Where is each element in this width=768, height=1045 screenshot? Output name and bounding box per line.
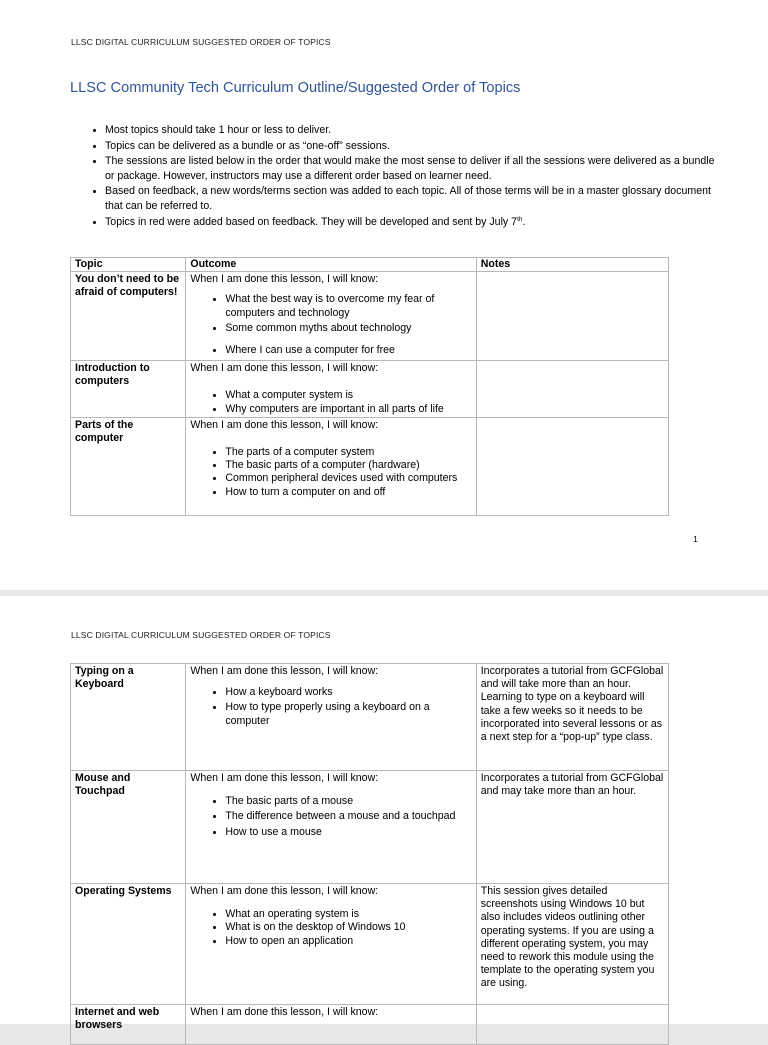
list-item: • Where I can use a computer for free	[225, 344, 471, 357]
list-item: • Topics can be delivered as a bundle or as “one-off” sessions.	[105, 139, 715, 154]
running-header: LLSC DIGITAL CURRICULUM SUGGESTED ORDER OF TOPICS	[71, 37, 331, 47]
column-header-outcome: Outcome	[186, 258, 476, 272]
notes-cell: This session gives detailed screenshots using Windows 10 but also includes videos outlining other operating systems. If you are using a different operating system, you may need to rework this module using the template to the operating system you are using.	[476, 884, 668, 1005]
column-header-topic: Topic	[71, 258, 186, 272]
notes-cell	[476, 417, 668, 515]
list-item: • Based on feedback, a new words/terms section was added to each topic. All of those terms will be in a master glossary document that can be referred to.	[105, 184, 715, 213]
column-header-notes: Notes	[476, 258, 668, 272]
list-item: • The difference between a mouse and a touchpad	[225, 810, 471, 823]
table-header-row	[71, 258, 669, 272]
list-item: • What an operating system is	[225, 908, 471, 921]
document-title: LLSC Community Tech Curriculum Outline/Suggested Order of Topics	[70, 80, 521, 96]
outcome-cell	[186, 417, 476, 515]
list-item: • Common peripheral devices used with computers	[225, 472, 471, 485]
table-row	[71, 664, 669, 771]
list-item: • How a keyboard works	[225, 686, 471, 699]
outcome-cell	[186, 272, 476, 361]
topics-table	[70, 257, 669, 516]
outcome-cell	[186, 771, 476, 884]
topics-table	[70, 663, 669, 1045]
table-row	[71, 771, 669, 884]
list-item: • Most topics should take 1 hour or less to deliver.	[105, 123, 715, 138]
page-number: 1	[693, 534, 698, 544]
topic-cell: Typing on a Keyboard	[71, 664, 186, 771]
list-item: • Topics in red were added based on feedback. They will be developed and sent by July 7th.	[105, 215, 715, 230]
notes-cell	[476, 272, 668, 361]
outcome-list	[190, 686, 471, 728]
list-item: • The sessions are listed below in the order that would make the most sense to deliver if all the sessions were delivered as a bundle or package. However, instructors may use a different order based on learner need.	[105, 154, 715, 183]
intro-bullet-list	[70, 123, 715, 230]
topic-cell: Operating Systems	[71, 884, 186, 1005]
outcome-cell	[186, 664, 476, 771]
list-item: • Why computers are important in all parts of life	[225, 403, 471, 416]
outcome-list	[190, 389, 471, 415]
list-item: • The parts of a computer system	[225, 446, 471, 459]
list-item: • How to open an application	[225, 935, 471, 948]
list-item: • The basic parts of a computer (hardware)	[225, 459, 471, 472]
topic-cell: Internet and web browsers	[71, 1005, 186, 1045]
outcome-list	[190, 795, 471, 839]
list-item: • How to type properly using a keyboard on a computer	[225, 701, 471, 727]
outcome-list	[190, 908, 471, 948]
outcome-cell	[186, 361, 476, 418]
running-header: LLSC DIGITAL CURRICULUM SUGGESTED ORDER OF TOPICS	[71, 630, 331, 640]
table-row	[71, 1005, 669, 1045]
outcome-list	[190, 446, 471, 499]
outcome-intro: When I am done this lesson, I will know:	[190, 273, 379, 286]
outcome-cell	[186, 1005, 476, 1045]
list-item: • The basic parts of a mouse	[225, 795, 471, 808]
topic-cell: You don’t need to be afraid of computers!	[71, 272, 186, 361]
topic-cell: Mouse and Touchpad	[71, 771, 186, 884]
table-row	[71, 272, 669, 361]
outcome-intro: When I am done this lesson, I will know:	[190, 418, 379, 431]
outcome-intro: When I am done this lesson, I will know:	[190, 362, 379, 375]
outcome-intro: When I am done this lesson, I will know:	[190, 1006, 379, 1018]
list-item: • What a computer system is	[225, 389, 471, 402]
notes-cell	[476, 361, 668, 418]
outcome-intro: When I am done this lesson, I will know:	[190, 772, 379, 784]
list-item: • What is on the desktop of Windows 10	[225, 921, 471, 934]
outcome-intro: When I am done this lesson, I will know:	[190, 885, 379, 897]
table-row	[71, 361, 669, 418]
topic-cell: Parts of the computer	[71, 417, 186, 515]
list-item: • How to turn a computer on and off	[225, 486, 471, 499]
outcome-list	[190, 293, 471, 357]
table-row	[71, 884, 669, 1005]
list-item: • Some common myths about technology	[225, 322, 471, 335]
outcome-cell	[186, 884, 476, 1005]
list-item: • What the best way is to overcome my fear of computers and technology	[225, 293, 471, 319]
document-page-2	[0, 596, 768, 1032]
outcome-intro: When I am done this lesson, I will know:	[190, 665, 379, 677]
notes-cell: Incorporates a tutorial from GCFGlobal and may take more than an hour.	[476, 771, 668, 884]
notes-cell: Incorporates a tutorial from GCFGlobal and will take more than an hour. Learning to type on a keyboard will take a few weeks so it needs to be incorporated into several lessons or as a next step for a “pop-up” type class.	[476, 664, 668, 771]
table-row	[71, 417, 669, 515]
list-item: • How to use a mouse	[225, 826, 471, 839]
notes-cell	[476, 1005, 668, 1045]
topic-cell: Introduction to computers	[71, 361, 186, 418]
